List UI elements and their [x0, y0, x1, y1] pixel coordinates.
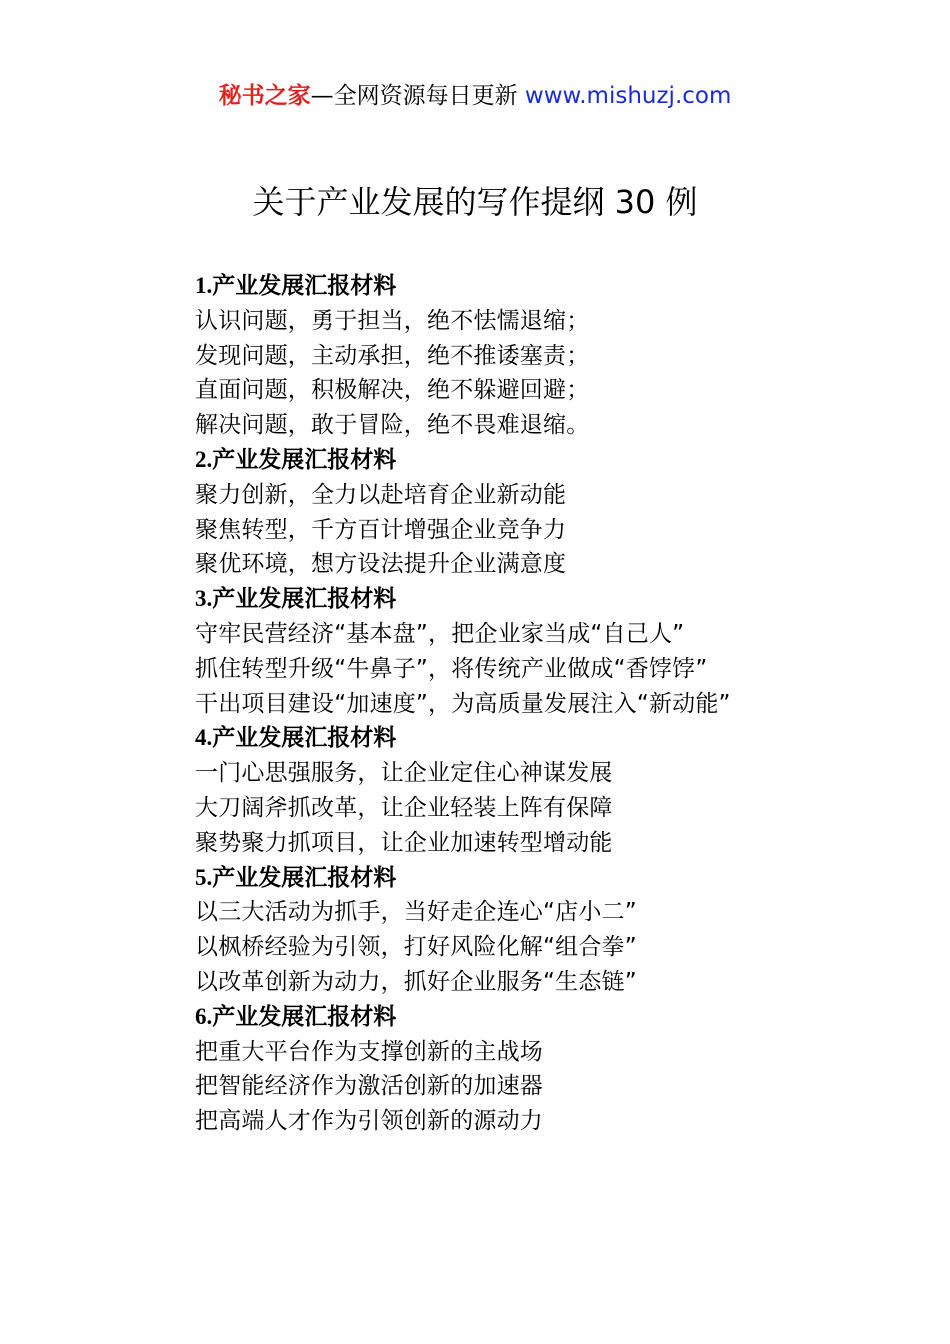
section-1	[145, 269, 810, 443]
section-line: 大刀阔斧抓改革，让企业轻装上阵有保障	[195, 794, 613, 821]
site-url-link[interactable]: www.mishuzj.com	[524, 83, 732, 109]
site-header	[0, 80, 950, 112]
section-line: 抓住转型升级“牛鼻子”，将传统产业做成“香饽饽”	[195, 655, 708, 682]
section-line: 干出项目建设“加速度”，为高质量发展注入“新动能”	[195, 690, 731, 717]
section-line: 以枫桥经验为引领，打好风险化解“组合拳”	[195, 934, 637, 961]
section-line: 以三大活动为抓手，当好走企连心“店小二”	[195, 899, 637, 926]
section-6	[145, 1000, 810, 1139]
section-4	[145, 721, 810, 860]
section-line: 一门心思强服务，让企业定住心神谋发展	[195, 760, 613, 787]
section-heading: 3.产业发展汇报材料	[195, 586, 397, 612]
section-line: 守牢民营经济“基本盘”，把企业家当成“自己人”	[195, 620, 685, 647]
section-line: 聚优环境，想方设法提升企业满意度	[195, 551, 567, 578]
section-line: 聚势聚力抓项目，让企业加速转型增动能	[195, 829, 613, 856]
section-line: 聚焦转型，千方百计增强企业竞争力	[195, 516, 567, 543]
section-heading: 4.产业发展汇报材料	[195, 725, 397, 751]
section-line: 把重大平台作为支撑创新的主战场	[195, 1038, 543, 1065]
document-body	[145, 269, 810, 1139]
section-2	[145, 443, 810, 582]
section-5	[145, 861, 810, 1000]
section-line: 把智能经济作为激活创新的加速器	[195, 1073, 543, 1100]
document-title: 关于产业发展的写作提纲 30 例	[252, 183, 698, 221]
section-line: 聚力创新，全力以赴培育企业新动能	[195, 481, 567, 508]
section-line: 认识问题，勇于担当，绝不怯懦退缩；	[195, 307, 590, 334]
section-line: 以改革创新为动力，抓好企业服务“生态链”	[195, 968, 637, 995]
section-line: 直面问题，积极解决，绝不躲避回避；	[195, 377, 590, 404]
section-heading: 6.产业发展汇报材料	[195, 1003, 397, 1029]
section-line: 发现问题，主动承担，绝不推诿塞责；	[195, 342, 590, 369]
section-line: 解决问题，敢于冒险，绝不畏难退缩。	[195, 412, 590, 439]
brand-name: 秘书之家	[218, 83, 311, 109]
section-heading: 2.产业发展汇报材料	[195, 446, 397, 472]
section-heading: 1.产业发展汇报材料	[195, 273, 397, 298]
section-line: 把高端人才作为引领创新的源动力	[195, 1108, 543, 1135]
section-3	[145, 582, 810, 721]
header-tagline: —全网资源每日更新	[310, 83, 518, 109]
section-heading: 5.产业发展汇报材料	[195, 864, 397, 890]
